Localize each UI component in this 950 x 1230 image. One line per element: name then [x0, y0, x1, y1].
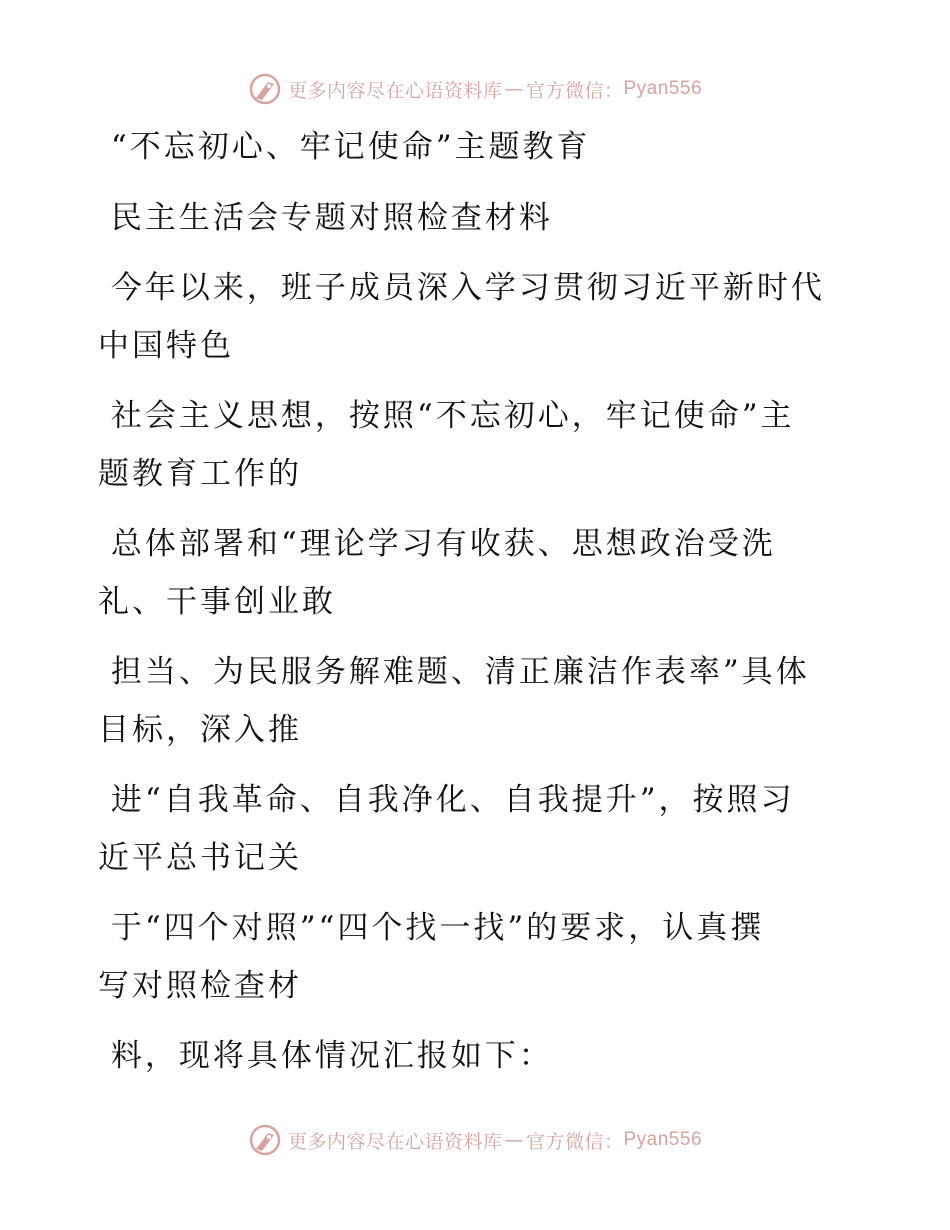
- pen-nib-logo-icon: [248, 1123, 282, 1157]
- watermark-text: 更多内容尽在心语资料库: [287, 79, 503, 102]
- watermark-separator: —: [504, 78, 524, 100]
- document-text-line: 进“自我革命、自我净化、自我提升”，按照习: [98, 782, 795, 818]
- document-text-line: 总体部署和“理论学习有收获、思想政治受洗: [98, 526, 776, 562]
- watermark-label: 官方微信：: [525, 79, 624, 102]
- watermark-label: 官方微信：: [525, 1130, 624, 1153]
- document-text-line: 写对照检查材: [98, 968, 302, 1004]
- document-title-line-1: “不忘初心、牢记使命”主题教育: [98, 129, 591, 165]
- document-text-line: 社会主义思想，按照“不忘初心，牢记使命”主: [98, 398, 795, 434]
- document-title-line-2: 民主生活会专题对照检查材料: [98, 200, 553, 236]
- document-text-line: 于“四个对照”“四个找一找”的要求，认真撰: [98, 910, 765, 946]
- watermark-wechat-id: Pyan556: [623, 78, 703, 99]
- document-text-line: 礼、干事创业敢: [98, 584, 336, 620]
- document-text-line: 今年以来，班子成员深入学习贯彻习近平新时代: [98, 270, 825, 306]
- watermark-wechat-id: Pyan556: [623, 1129, 703, 1150]
- pen-nib-logo-icon: [248, 72, 282, 106]
- header-watermark: [0, 72, 950, 106]
- document-text-line: 题教育工作的: [98, 456, 302, 492]
- document-text-line: 担当、为民服务解难题、清正廉洁作表率”具体: [98, 654, 810, 690]
- document-text-line: 料，现将具体情况汇报如下：: [98, 1038, 553, 1074]
- document-text-line: 近平总书记关: [98, 840, 302, 876]
- document-text-line: 中国特色: [98, 328, 234, 364]
- document-text-line: 目标，深入推: [98, 712, 302, 748]
- footer-watermark: [0, 1123, 950, 1157]
- watermark-separator: —: [504, 1129, 524, 1151]
- document-body: [98, 118, 838, 1085]
- watermark-text: 更多内容尽在心语资料库: [287, 1130, 503, 1153]
